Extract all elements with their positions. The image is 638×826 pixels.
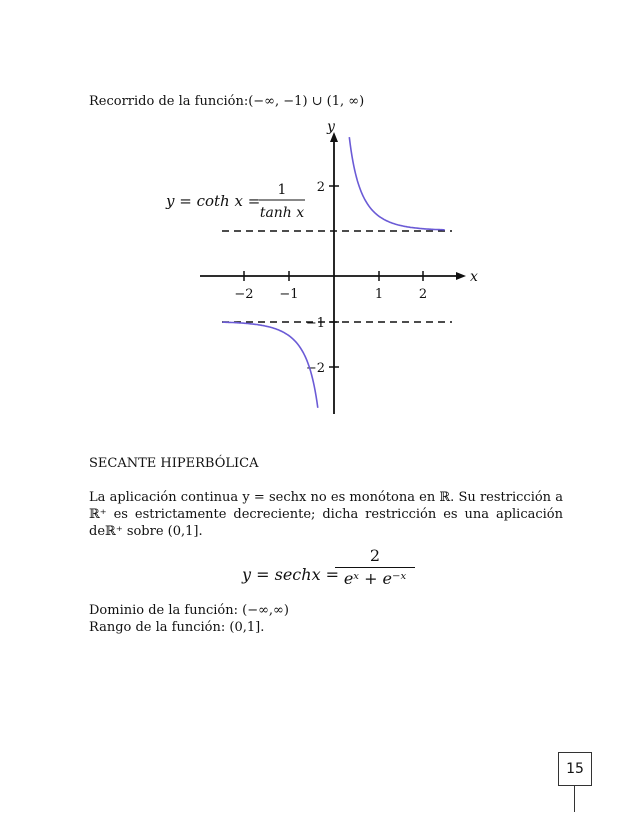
y-tick-label: −1 bbox=[305, 316, 325, 331]
x-axis-label: x bbox=[470, 269, 478, 285]
y-axis-label: y bbox=[327, 119, 335, 135]
domain-line: Dominio de la función: (−∞,∞) bbox=[89, 603, 289, 618]
rango-line: Rango de la función: (0,1]. bbox=[89, 620, 265, 635]
formula-lhs: y = sechx = bbox=[242, 565, 340, 584]
equation-label: y = coth x = bbox=[166, 192, 261, 210]
coth-curve-right bbox=[349, 137, 444, 230]
y-tick-label: −2 bbox=[305, 361, 325, 376]
equation-denominator: tanh x bbox=[259, 205, 305, 221]
coth-curve-left bbox=[222, 322, 317, 408]
formula-denominator: eˣ + e⁻ˣ bbox=[343, 569, 407, 588]
x-tick-label: 1 bbox=[374, 287, 384, 302]
x-axis-arrow bbox=[456, 272, 466, 280]
range-line: Recorrido de la función:(−∞, −1) ∪ (1, ∞) bbox=[89, 94, 365, 109]
y-tick-label: 2 bbox=[316, 180, 325, 195]
page-number: 15 bbox=[558, 752, 592, 786]
x-tick-label: −2 bbox=[234, 287, 254, 302]
x-tick-label: −1 bbox=[279, 287, 299, 302]
formula-fraction bbox=[335, 545, 415, 590]
formula-numerator: 2 bbox=[369, 546, 381, 565]
equation-numerator: 1 bbox=[277, 182, 287, 198]
page-number-tail bbox=[574, 786, 575, 812]
section-title: SECANTE HIPERBÓLICA bbox=[89, 456, 259, 471]
x-tick-label: 2 bbox=[418, 287, 428, 302]
body-paragraph: La aplicación continua y = sechx no es monótona en ℝ. Su restricción a ℝ⁺ es estrictamente decreciente; dicha restricción es una aplicación deℝ⁺ sobre (0,1]. bbox=[89, 490, 563, 539]
